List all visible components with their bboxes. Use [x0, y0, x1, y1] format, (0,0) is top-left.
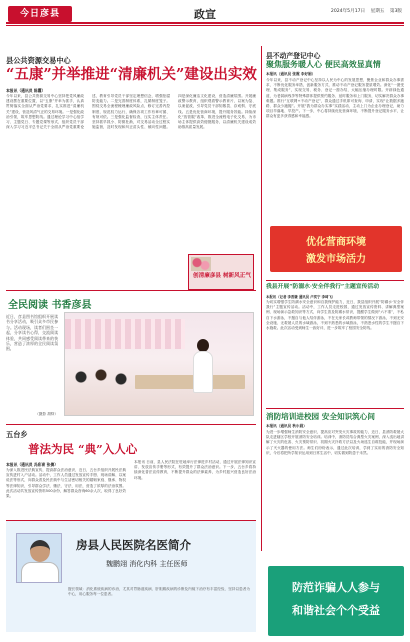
right-rule-2 — [266, 408, 404, 409]
article-drowning — [266, 284, 404, 406]
masthead-rule-thin — [6, 25, 404, 26]
promo-line-2: 激发市场活力 — [306, 254, 366, 265]
article3-title: 我县开展“防溺水·安全伴我行”主题宣传活动 — [266, 284, 380, 290]
promo2-line-1: 防范诈骗人人参与 — [292, 581, 380, 594]
article-civil-code — [6, 430, 256, 510]
promo-banner-business — [270, 226, 402, 272]
article3-body: 为切实增强学生防溺水安全意识和自我保护能力，近日，我县组织开展“防溺水·安全伴我行”主题宣传活动。活动中，工作人员走进校园，通过发放宣传资料、讲解典型案例、现场演示急救知识等方式，向学生普及防溺水常识，提醒学生做到“六不准”，不私自下水游泳，不擅自与他人结伴游泳，不在无家长或教师带领的情况下游泳，不到无安全设施、无救援人员的水域游泳，不到不熟悉的水域游泳，不熟悉水性的学生不擅自下水施救。此次活动受到师生一致好评，进一步筑牢了校园安全防线。 — [266, 300, 404, 331]
section-title: 政宣 — [194, 8, 216, 21]
article4-body: 为进一步增强师生消防安全意识，提高应对突发火灾事故的能力，近日，县消防救援大队走进辖区学校开展消防安全培训。培训中，消防员结合典型火灾案例，深入浅出地讲解了火灾的危害、火灾预防常识、初期火灾扑救方法以及火场逃生自救技能，并现场演示了灭火器的使用方法。师生们纷纷表示，通过此次培训，学到了实用的消防安全知识，今后将把所学知识运用到日常生活中，切实做到防患于未然。 — [266, 430, 404, 455]
ad-title: 房县人民医院名医简介 — [76, 538, 191, 552]
masthead — [0, 0, 410, 40]
doctor-head — [30, 540, 50, 562]
photo-audience — [71, 365, 131, 405]
section-rule-2 — [6, 424, 256, 425]
photo-banner — [188, 254, 254, 290]
right-rule-1 — [266, 280, 404, 281]
promo-line-1: 优化营商环境 — [306, 237, 366, 248]
reading-caption — [6, 314, 58, 418]
masthead-info — [331, 8, 402, 14]
article-fire-training — [266, 412, 404, 562]
promo2-line-2: 和谐社会个个受益 — [292, 604, 380, 617]
article6-author: 本报讯（通讯员 冯彩育 张倩） — [6, 462, 59, 467]
article-body: 今年以来，县公共资源交易中心坚持把党风廉政建设摆在重要位置，以“五康”并举为抓手，认真贯彻落实全面从严治党要求，扎实推进“清廉机关”建设，营造风清气正的交易环境。一是强化政治引领，筑牢思想防线。通过理论学习中心组学习、主题党日、专题党课等形式，组织党员干部深入学习习近平总书记关于全面从严治党重要论述，教育引导党员干部坚定理想信念，增强拒腐防变能力。二是完善制度体系，扎紧制度笼子。围绕交易全流程梳理廉政风险点，修订完善内控制度，规范权力运行，确保各项工作有章可循、有规可依。三是强化监督检查，压实主体责任。坚持抓早抓小、防微杜渐，对交易活动全过程实施监督，及时发现和纠正苗头性、倾向性问题。四是深化廉洁文化建设，营造清廉氛围。开展廉政警示教育，组织观看警示教育片，以案为鉴、以案促改，引导党员干部知敬畏、存戒惧、守底线。五是优化营商环境，提升服务效能。持续深化“放管服”改革，推进全流程电子化交易，为市场主体提供高效便捷服务，以清廉机关建设成效助推高质量发展。 — [6, 94, 256, 130]
ad-body: 擅长领域：消化系统疾病的诊治，尤其对胃肠道疾病、肝胆胰疾病的诊断及内镜下治疗有丰富经验，坚持以患者为中心，用心服务每一位患者。 — [68, 587, 250, 597]
article-author: 本报讯（通讯员 陈霞） — [6, 88, 46, 93]
photo-flowers — [191, 257, 211, 271]
doctor-photo — [16, 533, 62, 583]
article6-body2: 本报讯 日前，县人民法院在驻地举行法律进乡村活动，通过开展法律知识宣讲、发放宣传手册等形式，有效提升了群众法治意识。下一步，五台乡将持续深化普法宣传教育，不断提升群众的法律素养，为乡村振兴营造良好法治环境。 — [134, 460, 256, 480]
article2-kicker: 县不动产登记中心 — [266, 52, 321, 60]
article-reading — [6, 296, 256, 420]
person-body — [193, 351, 213, 393]
article6-title: 普法为民 “典”入人心 — [28, 442, 138, 456]
article2-title: 聚焦服务暖人心 便民高效显真情 — [266, 59, 381, 69]
photo-person — [191, 339, 215, 393]
article4-title: 消防培训进校园 安全知识筑心间 — [266, 412, 375, 421]
reading-photo — [64, 312, 254, 416]
article-title: “五康”并举推进“清廉机关”建设出实效 — [6, 66, 257, 83]
photographer: （摄影 胡铎） — [35, 412, 58, 416]
promo-banner-fraud — [268, 566, 404, 636]
article4-author: 本报讯（通讯员 秋尔晨） — [266, 424, 307, 428]
photo-shelf — [65, 319, 185, 349]
masthead-rule — [6, 22, 404, 24]
doctor-line: 魏鹏翊 消化内科 主任医师 — [106, 560, 188, 568]
article6-body: 为深入推进民法典宣传，提高群众法治意识，近日，五台乡组织开展民法典宣传进村入户活动。活动中，工作人员通过发放宣传手册、现场讲解、以案说法等形式，向群众普及民法典中与生活密切相关的婚姻家庭、继承、物权等法律知识，引导群众学法、懂法、守法、用法，营造了浓厚的法治氛围。此次活动共发放宣传资料500余份，解答群众咨询60余人次，取得了良好效果。 — [6, 468, 126, 499]
issue-date: 2024年5月17日 — [330, 9, 366, 14]
issue-weekday: 星期五 — [370, 9, 385, 14]
masthead-logo — [8, 6, 72, 22]
doctor-coat — [21, 562, 59, 583]
section-rule — [6, 290, 256, 291]
article3-author: 本报讯（记者 李香谦 通讯员 卢奕宁 李琦飞） — [266, 295, 336, 299]
article-clean-agency — [6, 56, 256, 292]
logo-text: 今日彦县 — [19, 9, 60, 19]
article-kicker: 县公共资源交易中心 — [6, 56, 71, 65]
page-number: 第3版 — [389, 9, 402, 14]
article6-kicker: 五台乡 — [6, 430, 28, 439]
hospital-ad — [6, 520, 256, 632]
reading-caption-body: 近日，彦县图书馆组织开展读书分享活动，吸引众多市民参与。活动现场，读者们围坐一起，分享读书心得，交流阅读体验，共同感受阅读带来的快乐，营造了浓厚的全民阅读氛围。 — [6, 314, 58, 352]
reading-heading: 全民阅读 书香彦县 — [8, 300, 92, 311]
photo-table — [135, 375, 245, 389]
article-property-registry — [266, 50, 404, 280]
column-divider — [261, 46, 262, 551]
photo-caption: 创清廉彦县 树新风正气 — [193, 273, 251, 279]
article2-author: 本报讯（通讯员 张霞 李好娟） — [266, 72, 316, 76]
article2-body: 今年以来，县不动产登记中心坚持以人民为中心的发展思想，聚焦企业和群众办事需求，不断优化服务举措，创新服务方式，推动不动产登记服务提质增效。深化“一窗受理、集成服务”，实现交易、税务、登记一窗办结，大幅压缩办理时限。开辟绿色通道，为老弱病残孕等特殊群体提供预约服务、延时服务和上门服务，切实解决群众办事难题。推行“互联网+不动产登记”，群众通过手机即可查询、申请，实现“让数据多跑路、群众少跑腿”。开展“我为群众办实事”实践活动，主动上门为企业办理登记，助力项目早落地、早投产。下一步，中心将持续优化营商环境，不断提升登记服务水平，让群众有更多获得感和幸福感。 — [266, 78, 404, 119]
